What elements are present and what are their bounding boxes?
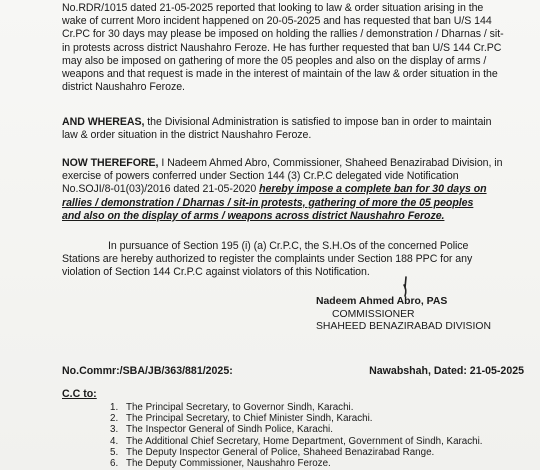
- reference-number: No.Commr:/SBA/JB/363/881/2025:: [62, 365, 233, 377]
- whereas-text: the Divisional Administration is satisfied to impose ban in order to maintain: [144, 116, 492, 128]
- paragraph-pursuance-line: In pursuance of Section 195 (i) (a) Cr.P.C, the S.H.Os of the concerned Police: [108, 240, 469, 252]
- list-item: 3. The Inspector General of Sindh Police, Karachi.: [110, 424, 333, 436]
- therefore-text: I Nadeem Ahmed Abro, Commissioner, Shaheed Benazirabad Division, in: [158, 157, 503, 169]
- cc-label: C.C to:: [62, 388, 97, 400]
- paragraph-report-line: Cr.PC for 30 days may please be imposed on holding the rallies / demonstration / Dharnas / sit-: [62, 28, 504, 41]
- paragraph-therefore: [62, 157, 522, 223]
- paragraph-report-line: wake of current Moro incident happened on 20-05-2025 and has requested that ban U/S 144: [62, 15, 492, 28]
- paragraph-report-line: district Naushahro Feroze.: [62, 81, 185, 94]
- paragraph-report-line: weapons and that request is made in the interest of maintain of the law & order situation in the: [62, 68, 498, 81]
- paragraph-report-line: No.RDR/1015 dated 21-05-2025 reported that looking to law & order situation arising in the: [62, 2, 484, 14]
- signatory-division: SHAHEED BENAZIRABAD DIVISION: [316, 321, 491, 333]
- paragraph-whereas-line: law & order situation in the district Naushahro Feroze.: [62, 129, 312, 142]
- ban-order-text: and also on the display of arms / weapons across district Naushahro Feroze.: [62, 209, 445, 222]
- paragraph-whereas: [62, 116, 522, 142]
- list-item: 5. The Deputy Inspector General of Police, Shaheed Benazirabad Range.: [110, 446, 435, 458]
- place-and-date: Nawabshah, Dated: 21-05-2025: [369, 365, 524, 377]
- whereas-lead: AND WHEREAS,: [62, 116, 145, 128]
- paragraph-pursuance: [62, 240, 522, 280]
- signatory-title: COMMISSIONER: [332, 308, 415, 320]
- paragraph-pursuance-line: Stations are hereby authorized to register the complaints under Section 188 PPC for any: [62, 253, 473, 266]
- therefore-lead: NOW THEREFORE,: [62, 157, 159, 169]
- list-item: 2. The Principal Secretary, to Chief Minister Sindh, Karachi.: [110, 413, 373, 425]
- paragraph-report: [62, 2, 522, 94]
- ban-order-text: hereby impose a complete ban for 30 days on: [259, 183, 487, 196]
- list-item: 4. The Additional Chief Secretary, Home Department, Government of Sindh, Karachi.: [110, 435, 483, 447]
- cc-list: [110, 402, 510, 469]
- paragraph-therefore-line: exercise of powers conferred under Section 144 (3) Cr.P.C delegated vide Notification: [62, 170, 459, 183]
- paragraph-report-line: may also be imposed on gathering of more the 05 peoples and also on the display of arms /: [62, 54, 487, 67]
- paragraph-pursuance-line: violation of Section 144 Cr.P.C against violators of this Notification.: [62, 266, 370, 279]
- paragraph-therefore-line: [62, 183, 522, 196]
- signature-block: [316, 282, 496, 334]
- list-item: 6. The Deputy Commissioner, Naushahro Feroze.: [110, 458, 331, 470]
- paragraph-whereas-line: [62, 116, 522, 129]
- paragraph-report-line: in protests across district Naushahro Feroze. He has further requested that ban U/S 144 Cr.PC: [62, 41, 502, 54]
- paragraph-therefore-line: [62, 157, 522, 170]
- ban-order-text: rallies / demonstration / Dharnas / sit-in protests, gathering of more the 05 peoples: [62, 196, 474, 209]
- signature-mark-icon: [394, 276, 418, 298]
- notification-reference: No.SOJI/8-01(03)/2016 dated 21-05-2020: [62, 183, 260, 196]
- signatory-name: Nadeem Ahmed Abro, PAS: [316, 296, 448, 307]
- list-item: 1. The Principal Secretary, to Governor Sindh, Karachi.: [110, 402, 354, 413]
